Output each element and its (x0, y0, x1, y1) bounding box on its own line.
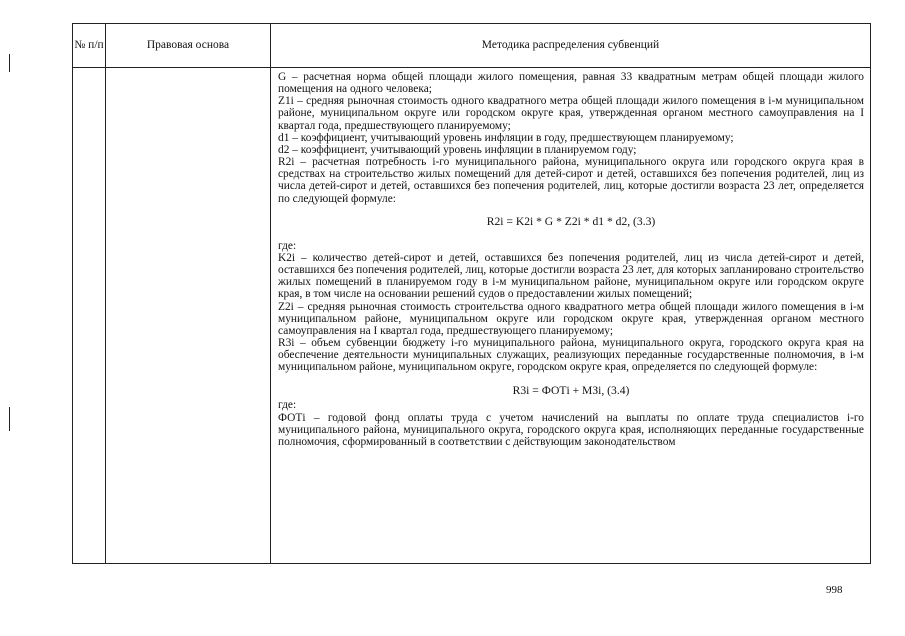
header-method: Методика распределения субвенций (271, 24, 871, 68)
paragraph-d1-definition: d1 – коэффициент, учитывающий уровень инфляции в году, предшествующем планируемому; (278, 131, 734, 144)
cell-method (271, 68, 871, 564)
header-number: № п/п (73, 24, 106, 68)
header-legal-basis: Правовая основа (106, 24, 271, 68)
page-number: 998 (826, 584, 843, 596)
table-header-row (73, 24, 871, 68)
paragraph-z2i-definition: Z2i – средняя рыночная стоимость строительства одного квадратного метра общей площади жилого помещения в i-м муниципальном районе, муниципальном округе или городском округе края, утвержденная органом местного самоуправления на I квартал года, предшествующего планируемому; (278, 300, 864, 337)
scan-margin-mark-bottom (9, 407, 10, 431)
scan-margin-mark-top (9, 54, 10, 72)
paragraph-where-2: где: (278, 399, 297, 412)
cell-legal-basis (106, 68, 271, 564)
paragraph-fot-definition: ФОТi – годовой фонд оплаты труда с учетом начислений на выплаты по оплате труда специалистов i-го муниципального района, муниципального округа, городского округа края, исполняющих переданные государственные полномочия, сформированный в соответствии с действующим законодательством (278, 411, 864, 448)
paragraph-g-definition: G – расчетная норма общей площади жилого помещения, равная 33 квадратным метрам общей площади жилого помещения на одного человека; (278, 71, 864, 96)
paragraph-r3i-definition: R3i – объем субвенции бюджету i-го муниципального района, муниципального округа, городского округа края на обеспечение деятельности муниципальных служащих, реализующих переданные государственные полномочия, в i-м муниципальном районе, муниципальном округе, городском округе края, определяется по следующей формуле: (278, 336, 864, 374)
paragraph-d2-definition: d2 – коэффициент, учитывающий уровень инфляции в планируемом году; (278, 143, 637, 156)
formula-3-4: R3i = ФОТi + МЗi, (3.4) (512, 384, 630, 398)
paragraph-z1i-definition: Z1i – средняя рыночная стоимость одного квадратного метра общей площади жилого помещения в i-м муниципальном районе, муниципальном округе или городском округе края, утвержденная органом местного самоуправления на I квартал года, предшествующего планируемому; (278, 95, 864, 132)
subvention-methodology-table (72, 23, 871, 564)
cell-number (73, 68, 106, 564)
formula-3-3: R2i = K2i * G * Z2i * d1 * d2, (3.3) (486, 214, 656, 228)
paragraph-where-1: где: (278, 239, 297, 252)
table-body-row (73, 68, 871, 564)
paragraph-k2i-definition: K2i – количество детей-сирот и детей, оставшихся без попечения родителей, лиц из числа детей-сирот и детей, оставшихся без попечения родителей, лиц, которые достигли возраста 23 лет, для которых запланировано строительство жилых помещений в планируемом году в i-м муниципальном районе, муниципальном округе или городском округе края, в том числе на основании решений судов о предоставлении жилых помещений; (278, 251, 864, 301)
paragraph-r2i-definition: R2i – расчетная потребность i-го муниципального района, муниципального округа или городского округа края в средствах на строительство жилых помещений для детей-сирот и детей, оставшихся без попечения родителей, лиц из числа детей-сирот и детей, оставшихся без попечения родителей, лиц, которые достигли возраста 23 лет, определяется по следующей формуле: (278, 156, 864, 205)
